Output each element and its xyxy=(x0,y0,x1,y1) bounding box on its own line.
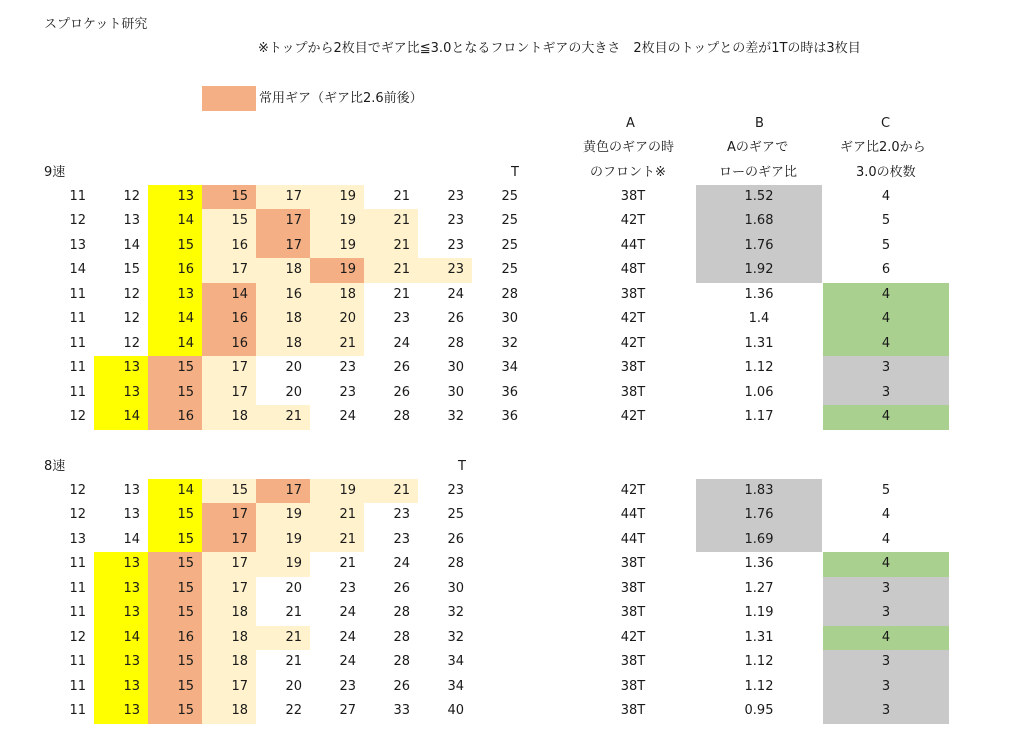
cog-cell: 26 xyxy=(447,311,464,326)
cog-cell: 15 xyxy=(148,356,202,381)
cog-cell: 12 xyxy=(123,335,140,351)
cog-cell: 21 xyxy=(364,479,418,504)
page-title: スプロケット研究 xyxy=(44,17,148,32)
cog-cell: 30 xyxy=(447,580,464,596)
cog-cell: 30 xyxy=(447,384,464,400)
cog-cell: 14 xyxy=(94,626,148,651)
cog-cell: 23 xyxy=(339,360,356,375)
cog-cell: 21 xyxy=(393,286,410,302)
cog-cell: 23 xyxy=(339,580,356,596)
cog-cell: 19 xyxy=(256,552,310,577)
gear-count-cell: 3 xyxy=(823,381,949,406)
cog-cell: 30 xyxy=(447,360,464,375)
front-gear-cell: 42T xyxy=(620,629,646,645)
cog-cell: 17 xyxy=(202,258,256,283)
cog-cell: 18 xyxy=(202,601,256,626)
cog-cell: 16 xyxy=(148,405,202,430)
cog-cell: 25 xyxy=(447,507,464,522)
cog-cell: 19 xyxy=(310,234,364,259)
cog-cell: 40 xyxy=(447,703,464,718)
low-ratio-cell: 1.4 xyxy=(748,311,770,326)
cog-cell: 15 xyxy=(202,209,256,234)
cog-cell: 25 xyxy=(501,262,518,277)
col-c-letter: C xyxy=(881,116,891,131)
cog-cell: 18 xyxy=(202,699,256,724)
cog-cell: 23 xyxy=(339,384,356,400)
cog-cell: 24 xyxy=(393,335,410,351)
front-gear-cell: 42T xyxy=(620,311,646,326)
front-gear-cell: 42T xyxy=(620,335,646,351)
cog-cell: 18 xyxy=(310,283,364,308)
cog-cell: 21 xyxy=(393,188,410,204)
cog-cell: 20 xyxy=(285,580,302,596)
cog-cell: 19 xyxy=(310,258,364,283)
low-ratio-cell: 1.52 xyxy=(696,185,822,210)
gear-count-cell: 5 xyxy=(881,482,891,498)
cog-cell: 17 xyxy=(202,528,256,553)
cog-cell: 21 xyxy=(310,503,364,528)
front-gear-cell: 48T xyxy=(620,262,646,277)
low-ratio-cell: 1.76 xyxy=(696,234,822,259)
cog-cell: 16 xyxy=(202,332,256,357)
cog-cell: 24 xyxy=(393,556,410,571)
cog-cell: 18 xyxy=(202,650,256,675)
cog-cell: 13 xyxy=(123,507,140,522)
cog-cell: 20 xyxy=(285,360,302,375)
cog-cell: 12 xyxy=(69,629,86,645)
front-gear-cell: 38T xyxy=(620,360,646,375)
cog-cell: 13 xyxy=(148,185,202,210)
cog-cell: 23 xyxy=(447,237,464,253)
cog-cell: 16 xyxy=(202,307,256,332)
front-gear-cell: 38T xyxy=(620,556,646,571)
gear-count-cell: 3 xyxy=(823,601,949,626)
low-ratio-cell: 1.36 xyxy=(744,286,774,302)
low-ratio-cell: 1.12 xyxy=(744,360,774,375)
cog-cell: 11 xyxy=(69,605,86,620)
cog-cell: 28 xyxy=(393,605,410,620)
cog-cell: 23 xyxy=(447,213,464,228)
low-ratio-cell: 1.76 xyxy=(696,503,822,528)
cog-cell: 13 xyxy=(94,552,148,577)
col-b-line1: Aのギアで xyxy=(727,140,789,155)
cog-cell: 23 xyxy=(447,188,464,204)
gear-count-cell: 3 xyxy=(823,675,949,700)
cog-cell: 17 xyxy=(202,381,256,406)
cog-cell: 11 xyxy=(69,556,86,571)
cog-cell: 17 xyxy=(256,479,310,504)
cog-cell: 24 xyxy=(339,409,356,424)
cog-cell: 28 xyxy=(447,335,464,351)
cog-cell: 25 xyxy=(501,188,518,204)
cog-cell: 14 xyxy=(148,307,202,332)
col-a-line1: 黄色のギアの時 xyxy=(583,140,675,155)
low-ratio-cell: 1.06 xyxy=(744,384,774,400)
cog-cell: 26 xyxy=(393,678,410,694)
cog-cell: 11 xyxy=(69,678,86,694)
legend-label: 常用ギア（ギア比2.6前後） xyxy=(259,91,423,106)
cog-cell: 30 xyxy=(501,311,518,326)
cog-cell: 23 xyxy=(339,678,356,694)
cog-cell: 27 xyxy=(339,703,356,718)
cog-cell: 17 xyxy=(256,185,310,210)
cog-cell: 19 xyxy=(256,528,310,553)
col-b-line2: ローのギア比 xyxy=(719,165,798,180)
gear-count-cell: 3 xyxy=(823,577,949,602)
cog-cell: 13 xyxy=(94,356,148,381)
cog-cell: 32 xyxy=(447,605,464,620)
cog-cell: 25 xyxy=(501,237,518,253)
section-8-label: 8速 xyxy=(44,459,66,474)
cog-cell: 26 xyxy=(393,360,410,375)
cog-cell: 15 xyxy=(148,577,202,602)
cog-cell: 12 xyxy=(123,286,140,302)
cog-cell: 16 xyxy=(148,258,202,283)
cog-cell: 16 xyxy=(148,626,202,651)
cog-cell: 34 xyxy=(447,654,464,669)
cog-cell: 21 xyxy=(364,209,418,234)
cog-cell: 19 xyxy=(310,209,364,234)
front-gear-cell: 38T xyxy=(620,286,646,302)
cog-cell: 13 xyxy=(148,283,202,308)
cog-cell: 12 xyxy=(123,188,140,204)
cog-cell: 23 xyxy=(393,311,410,326)
cog-cell: 32 xyxy=(501,335,518,351)
cog-cell: 28 xyxy=(393,629,410,645)
cog-cell: 23 xyxy=(418,258,472,283)
cog-cell: 12 xyxy=(69,213,86,228)
low-ratio-cell: 0.95 xyxy=(744,703,774,718)
cog-cell: 15 xyxy=(148,503,202,528)
cog-cell: 21 xyxy=(256,626,310,651)
cog-cell: 32 xyxy=(447,409,464,424)
cog-cell: 14 xyxy=(202,283,256,308)
cog-cell: 20 xyxy=(285,678,302,694)
gear-count-cell: 4 xyxy=(823,552,949,577)
front-gear-cell: 42T xyxy=(620,213,646,228)
cog-cell: 15 xyxy=(148,650,202,675)
cog-cell: 28 xyxy=(447,556,464,571)
front-gear-cell: 38T xyxy=(620,605,646,620)
front-gear-cell: 38T xyxy=(620,703,646,718)
cog-cell: 23 xyxy=(393,531,410,547)
cog-cell: 14 xyxy=(123,237,140,253)
cog-cell: 15 xyxy=(148,601,202,626)
cog-cell: 13 xyxy=(123,213,140,228)
col-a-line2: のフロント※ xyxy=(590,165,666,180)
cog-cell: 11 xyxy=(69,384,86,400)
gear-count-cell: 3 xyxy=(823,356,949,381)
cog-cell: 17 xyxy=(202,552,256,577)
col-c-line1: ギア比2.0から xyxy=(840,140,926,155)
cog-cell: 13 xyxy=(94,650,148,675)
cog-cell: 26 xyxy=(393,580,410,596)
cog-cell: 24 xyxy=(339,605,356,620)
cog-cell: 36 xyxy=(501,384,518,400)
cog-cell: 21 xyxy=(364,258,418,283)
col-a-letter: A xyxy=(626,116,635,131)
cog-cell: 21 xyxy=(256,405,310,430)
cog-cell: 28 xyxy=(393,409,410,424)
front-gear-cell: 38T xyxy=(620,580,646,596)
gear-count-cell: 3 xyxy=(823,650,949,675)
cog-cell: 23 xyxy=(447,482,464,498)
cog-cell: 18 xyxy=(202,626,256,651)
cog-cell: 17 xyxy=(202,503,256,528)
cog-cell: 34 xyxy=(447,678,464,694)
cog-cell: 14 xyxy=(69,262,86,277)
cog-cell: 19 xyxy=(310,185,364,210)
gear-count-cell: 4 xyxy=(823,626,949,651)
cog-cell: 21 xyxy=(285,605,302,620)
cog-cell: 17 xyxy=(202,675,256,700)
cog-cell: 18 xyxy=(256,258,310,283)
cog-cell: 13 xyxy=(94,381,148,406)
low-ratio-cell: 1.36 xyxy=(744,556,774,571)
gear-count-cell: 4 xyxy=(823,307,949,332)
cog-cell: 11 xyxy=(69,188,86,204)
cog-cell: 23 xyxy=(393,507,410,522)
cog-cell: 17 xyxy=(256,209,310,234)
cog-cell: 12 xyxy=(69,409,86,424)
front-gear-cell: 44T xyxy=(620,531,646,547)
note-text: ※トップから2枚目でギア比≦3.0となるフロントギアの大きさ 2枚目のトップとの差が1Tの時は3枚目 xyxy=(258,41,861,56)
low-ratio-cell: 1.69 xyxy=(696,528,822,553)
low-ratio-cell: 1.68 xyxy=(696,209,822,234)
front-gear-cell: 42T xyxy=(620,409,646,424)
low-ratio-cell: 1.27 xyxy=(744,580,774,596)
cog-cell: 15 xyxy=(148,234,202,259)
cog-cell: 34 xyxy=(501,360,518,375)
cog-cell: 24 xyxy=(339,654,356,669)
low-ratio-cell: 1.31 xyxy=(744,335,774,351)
gear-count-cell: 5 xyxy=(881,237,891,253)
cog-cell: 25 xyxy=(501,213,518,228)
cog-cell: 13 xyxy=(94,577,148,602)
cog-cell: 21 xyxy=(339,556,356,571)
cog-cell: 13 xyxy=(123,482,140,498)
cog-cell: 15 xyxy=(123,262,140,277)
section-8-t-label: T xyxy=(458,459,466,474)
cog-cell: 28 xyxy=(393,654,410,669)
cog-cell: 21 xyxy=(310,332,364,357)
cog-cell: 13 xyxy=(94,675,148,700)
col-b-letter: B xyxy=(755,116,764,131)
cog-cell: 16 xyxy=(202,234,256,259)
cog-cell: 11 xyxy=(69,360,86,375)
cog-cell: 12 xyxy=(69,507,86,522)
front-gear-cell: 38T xyxy=(620,654,646,669)
cog-cell: 28 xyxy=(501,286,518,302)
cog-cell: 33 xyxy=(393,703,410,718)
cog-cell: 13 xyxy=(69,237,86,253)
cog-cell: 11 xyxy=(69,311,86,326)
cog-cell: 24 xyxy=(447,286,464,302)
low-ratio-cell: 1.31 xyxy=(744,629,774,645)
section-9-label: 9速 xyxy=(44,165,66,180)
cog-cell: 18 xyxy=(256,332,310,357)
cog-cell: 11 xyxy=(69,286,86,302)
cog-cell: 15 xyxy=(148,528,202,553)
cog-cell: 20 xyxy=(310,307,364,332)
gear-count-cell: 6 xyxy=(881,262,891,277)
cog-cell: 12 xyxy=(123,311,140,326)
gear-count-cell: 4 xyxy=(823,332,949,357)
gear-count-cell: 4 xyxy=(823,283,949,308)
front-gear-cell: 38T xyxy=(620,188,646,204)
cog-cell: 16 xyxy=(256,283,310,308)
low-ratio-cell: 1.19 xyxy=(744,605,774,620)
cog-cell: 17 xyxy=(202,356,256,381)
cog-cell: 20 xyxy=(285,384,302,400)
cog-cell: 22 xyxy=(285,703,302,718)
front-gear-cell: 44T xyxy=(620,237,646,253)
cog-cell: 19 xyxy=(310,479,364,504)
gear-count-cell: 5 xyxy=(881,213,891,228)
cog-cell: 14 xyxy=(123,531,140,547)
front-gear-cell: 38T xyxy=(620,384,646,400)
cog-cell: 14 xyxy=(148,209,202,234)
cog-cell: 21 xyxy=(285,654,302,669)
low-ratio-cell: 1.12 xyxy=(744,678,774,694)
low-ratio-cell: 1.17 xyxy=(744,409,774,424)
cog-cell: 17 xyxy=(256,234,310,259)
cog-cell: 15 xyxy=(148,381,202,406)
cog-cell: 13 xyxy=(69,531,86,547)
cog-cell: 36 xyxy=(501,409,518,424)
gear-count-cell: 3 xyxy=(823,699,949,724)
gear-count-cell: 4 xyxy=(823,405,949,430)
cog-cell: 17 xyxy=(202,577,256,602)
low-ratio-cell: 1.83 xyxy=(696,479,822,504)
cog-cell: 13 xyxy=(94,699,148,724)
cog-cell: 18 xyxy=(202,405,256,430)
cog-cell: 18 xyxy=(256,307,310,332)
cog-cell: 15 xyxy=(148,699,202,724)
cog-cell: 11 xyxy=(69,335,86,351)
cog-cell: 32 xyxy=(447,629,464,645)
front-gear-cell: 42T xyxy=(620,482,646,498)
cog-cell: 14 xyxy=(148,479,202,504)
cog-cell: 11 xyxy=(69,580,86,596)
cog-cell: 15 xyxy=(148,552,202,577)
section-9-t-label: T xyxy=(511,165,519,180)
cog-cell: 21 xyxy=(364,234,418,259)
low-ratio-cell: 1.92 xyxy=(696,258,822,283)
legend-swatch xyxy=(202,86,256,111)
cog-cell: 24 xyxy=(339,629,356,645)
front-gear-cell: 38T xyxy=(620,678,646,694)
cog-cell: 13 xyxy=(94,601,148,626)
cog-cell: 15 xyxy=(202,479,256,504)
gear-count-cell: 4 xyxy=(881,188,891,204)
gear-count-cell: 4 xyxy=(881,531,891,547)
cog-cell: 15 xyxy=(202,185,256,210)
cog-cell: 26 xyxy=(393,384,410,400)
low-ratio-cell: 1.12 xyxy=(744,654,774,669)
cog-cell: 19 xyxy=(256,503,310,528)
cog-cell: 11 xyxy=(69,703,86,718)
cog-cell: 26 xyxy=(447,531,464,547)
gear-count-cell: 4 xyxy=(881,507,891,522)
cog-cell: 21 xyxy=(310,528,364,553)
cog-cell: 15 xyxy=(148,675,202,700)
cog-cell: 12 xyxy=(69,482,86,498)
cog-cell: 14 xyxy=(148,332,202,357)
front-gear-cell: 44T xyxy=(620,507,646,522)
cog-cell: 11 xyxy=(69,654,86,669)
col-c-line2: 3.0の枚数 xyxy=(856,165,916,180)
cog-cell: 14 xyxy=(94,405,148,430)
